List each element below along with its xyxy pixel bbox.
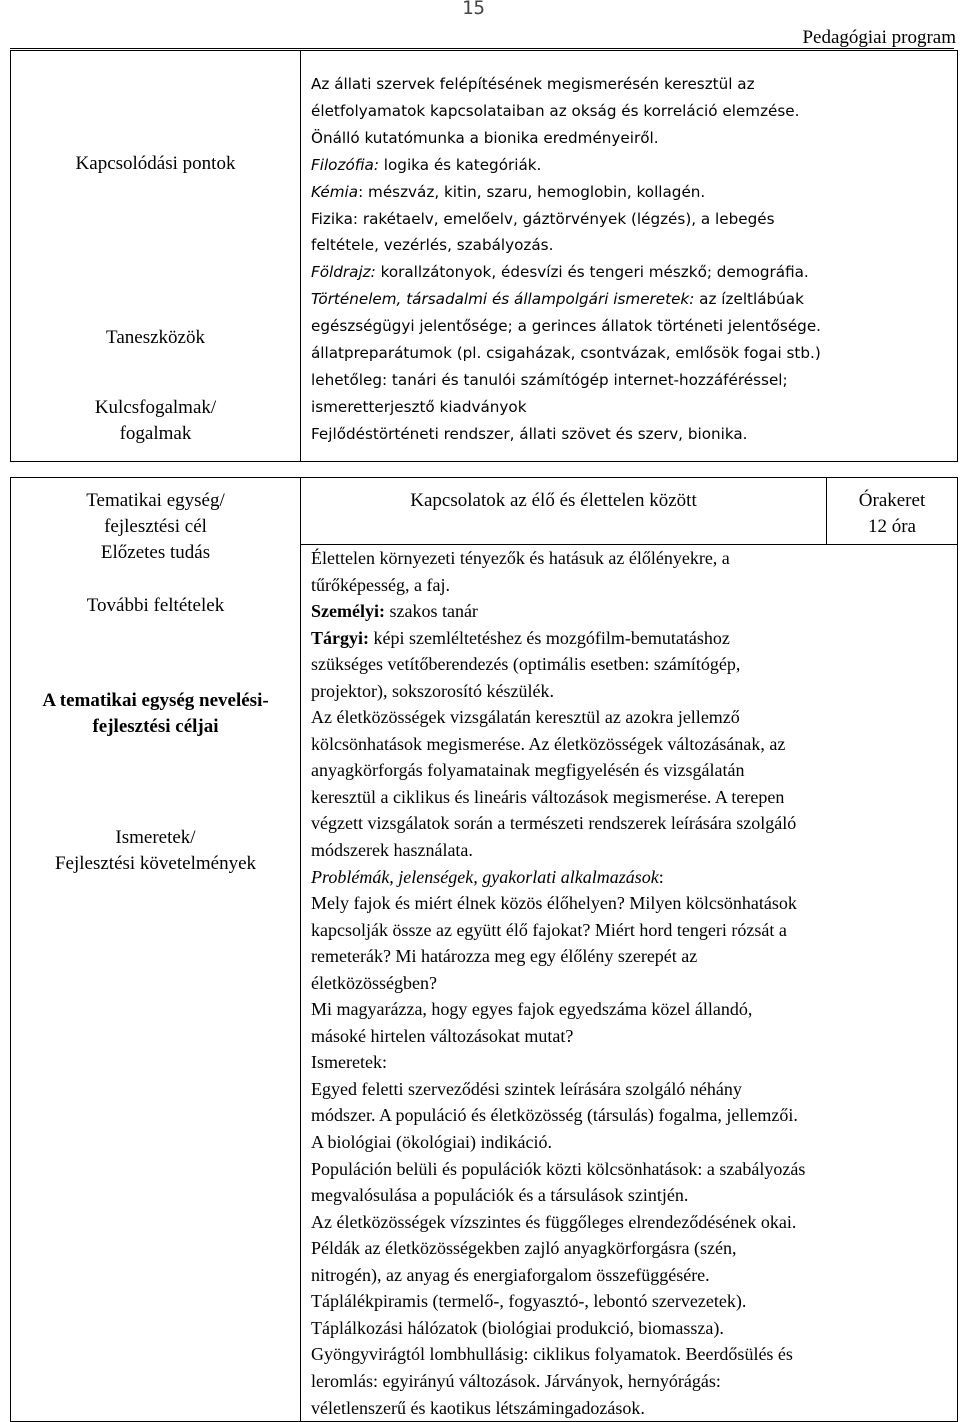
label-key-concepts-2: fogalmak <box>119 423 192 444</box>
personal-text: szakos tanár <box>384 601 478 622</box>
geography-text: korallzátonyok, édesvízi és tengeri mészkő; demográfia. <box>375 263 809 282</box>
text-line: feltétele, vezérlés, szabályozás. <box>311 236 554 255</box>
geography-label: Földrajz: <box>311 263 376 282</box>
header-divider <box>10 48 954 49</box>
block1-content-column <box>301 51 958 462</box>
philosophy-text: logika és kategóriák. <box>378 155 542 174</box>
problems-line: Mely fajok és miért élnek közös élőhelyen? Milyen kölcsönhatások <box>311 893 797 914</box>
knowledge-line: módszer. A populáció és életközösség (társulás) fogalma, jellemzői. <box>311 1105 798 1126</box>
hours-label: Órakeret <box>858 490 926 511</box>
problems-line: remeterák? Mi határozza meg egy élőlény szerepét az <box>311 946 698 967</box>
problems-line: másoké hirtelen változásokat mutat? <box>311 1025 574 1046</box>
knowledge-line: Gyöngyvirágtól lombhullásig: ciklikus folyamatok. Beerdősülés és <box>311 1344 793 1365</box>
material-line: szükséges vetítőberendezés (optimális esetben: számítógép, <box>311 654 741 675</box>
chemistry-label: Kémia <box>311 182 359 201</box>
chemistry-text: : mészváz, kitin, szaru, hemoglobin, kollagén. <box>358 182 706 201</box>
hours-cell <box>826 478 957 544</box>
material-condition <box>311 625 957 652</box>
personal-label: Személyi: <box>311 601 385 622</box>
problems-line: kapcsolják össze az együtt élő fajokat? Miért hord tengeri rózsát a <box>311 919 787 940</box>
goals-line: módszerek használata. <box>311 840 473 861</box>
label-requirements-2: Fejlesztési követelmények <box>54 853 257 874</box>
knowledge-line: Táplálkozási hálózatok (biológiai produkció, biomassza). <box>311 1317 724 1338</box>
material-text: képi szemléltetéshez és mozgófilm-bemutatáshoz <box>369 627 730 648</box>
knowledge-line: A biológiai (ökológiai) indikáció. <box>311 1132 552 1153</box>
history-line <box>311 286 957 313</box>
label-requirements-1: Ismeretek/ <box>115 827 196 848</box>
hours-value: 12 óra <box>867 516 916 537</box>
label-key-concepts-1: Kulcsfogalmak/ <box>94 397 217 418</box>
block2-content-column <box>301 545 958 1422</box>
theme-header-cell <box>301 478 958 545</box>
label-conditions: További feltételek <box>86 595 225 616</box>
geography-line <box>311 259 957 286</box>
connections-table <box>10 50 958 462</box>
problems-line: életközösségben? <box>311 972 437 993</box>
prior-line: Élettelen környezeti tényezők és hatásuk az élőlényekre, a <box>311 548 730 568</box>
text-line: egészségügyi jelentősége; a gerinces állatok történeti jelentősége. <box>311 317 821 336</box>
block2-label-column <box>11 478 301 1422</box>
goals-line: Az életközösségek vizsgálatán keresztül az azokra jellemző <box>311 707 740 728</box>
material-label: Tárgyi: <box>311 627 369 648</box>
knowledge-line: véletlenszerű és kaotikus létszámingadozások. <box>311 1397 645 1418</box>
tools-line: lehetőleg: tanári és tanulói számítógép internet-hozzáféréssel; <box>311 370 788 389</box>
label-goals-1: A tematikai egység nevelési- <box>42 690 269 711</box>
problems-line: Mi magyarázza, hogy egyes fajok egyedszáma közel állandó, <box>311 999 753 1020</box>
philosophy-line <box>311 152 957 179</box>
history-text: az ízeltlábúak <box>694 290 804 309</box>
knowledge-line: Táplálékpiramis (termelő-, fogyasztó-, lebontó szervezetek). <box>311 1291 747 1312</box>
knowledge-heading: Ismeretek: <box>311 1052 387 1073</box>
problems-colon: : <box>658 866 664 887</box>
material-line: projektor), sokszorosító készülék. <box>311 680 554 701</box>
history-label: Történelem, társadalmi és állampolgári ismeretek: <box>311 290 695 309</box>
label-tools: Taneszközök <box>106 327 205 348</box>
text-line: életfolyamatok kapcsolataiban az okság és korreláció elemzése. <box>311 101 800 120</box>
document-header-title: Pedagógiai program <box>802 27 956 48</box>
block1-label-column <box>11 51 301 462</box>
page-number: 15 <box>462 0 485 19</box>
knowledge-line: leromlás: egyirányú változások. Járványok, hernyórágás: <box>311 1370 721 1391</box>
theme-table <box>10 477 958 1422</box>
knowledge-line: Egyed feletti szerveződési szintek leírására szolgáló néhány <box>311 1078 742 1099</box>
problems-label: Problémák, jelenségek, gyakorlati alkalmazások <box>311 866 659 887</box>
goals-line: kölcsönhatások megismerése. Az életközösségek változásának, az <box>311 733 786 754</box>
physics-line: Fizika: rakétaelv, emelőelv, gáztörvények (légzés), a lebegés <box>311 209 775 228</box>
label-theme-2: fejlesztési cél <box>104 516 207 537</box>
label-theme-1: Tematikai egység/ <box>86 490 225 511</box>
goals-line: anyagkörforgás folyamatainak megfigyelésén és vizsgálatán <box>311 760 745 781</box>
key-concepts-line: Fejlődéstörténeti rendszer, állati szövet és szerv, bionika. <box>311 424 748 443</box>
knowledge-line: Példák az életközösségekben zajló anyagkörforgásra (szén, <box>311 1238 737 1259</box>
tools-line: állatpreparátumok (pl. csigaházak, csontvázak, emlősök fogai stb.) <box>311 344 821 363</box>
prior-line: tűrőképesség, a faj. <box>311 574 450 595</box>
knowledge-line: Populáción belüli és populációk közti kölcsönhatások: a szabályozás <box>311 1158 806 1179</box>
tools-line: ismeretterjesztő kiadványok <box>311 397 527 416</box>
chemistry-line <box>311 179 957 206</box>
goals-line: végzett vizsgálatok során a természeti rendszerek leírására szolgáló <box>311 813 797 834</box>
label-goals-2: fejlesztési céljai <box>92 716 219 737</box>
knowledge-line: megvalósulása a populációk és a társulások szintjén. <box>311 1185 689 1206</box>
text-line: Önálló kutatómunka a bionika eredményeiről. <box>311 128 659 147</box>
knowledge-line: Az életközösségek vízszintes és függőleges elrendeződésének okai. <box>311 1211 797 1232</box>
knowledge-line: nitrogén), az anyag és energiaforgalom összefüggésére. <box>311 1264 710 1285</box>
problems-heading <box>311 864 957 891</box>
label-prior-knowledge: Előzetes tudás <box>100 542 211 563</box>
goals-line: keresztül a ciklikus és lineáris változások megismerése. A terepen <box>311 786 785 807</box>
theme-title: Kapcsolatok az élő és élettelen között <box>410 490 697 511</box>
text-line: Az állati szervek felépítésének megismerésén keresztül az <box>311 75 755 93</box>
personal-condition <box>311 598 957 625</box>
philosophy-label: Filozófia: <box>311 155 379 174</box>
label-connections: Kapcsolódási pontok <box>75 153 236 174</box>
